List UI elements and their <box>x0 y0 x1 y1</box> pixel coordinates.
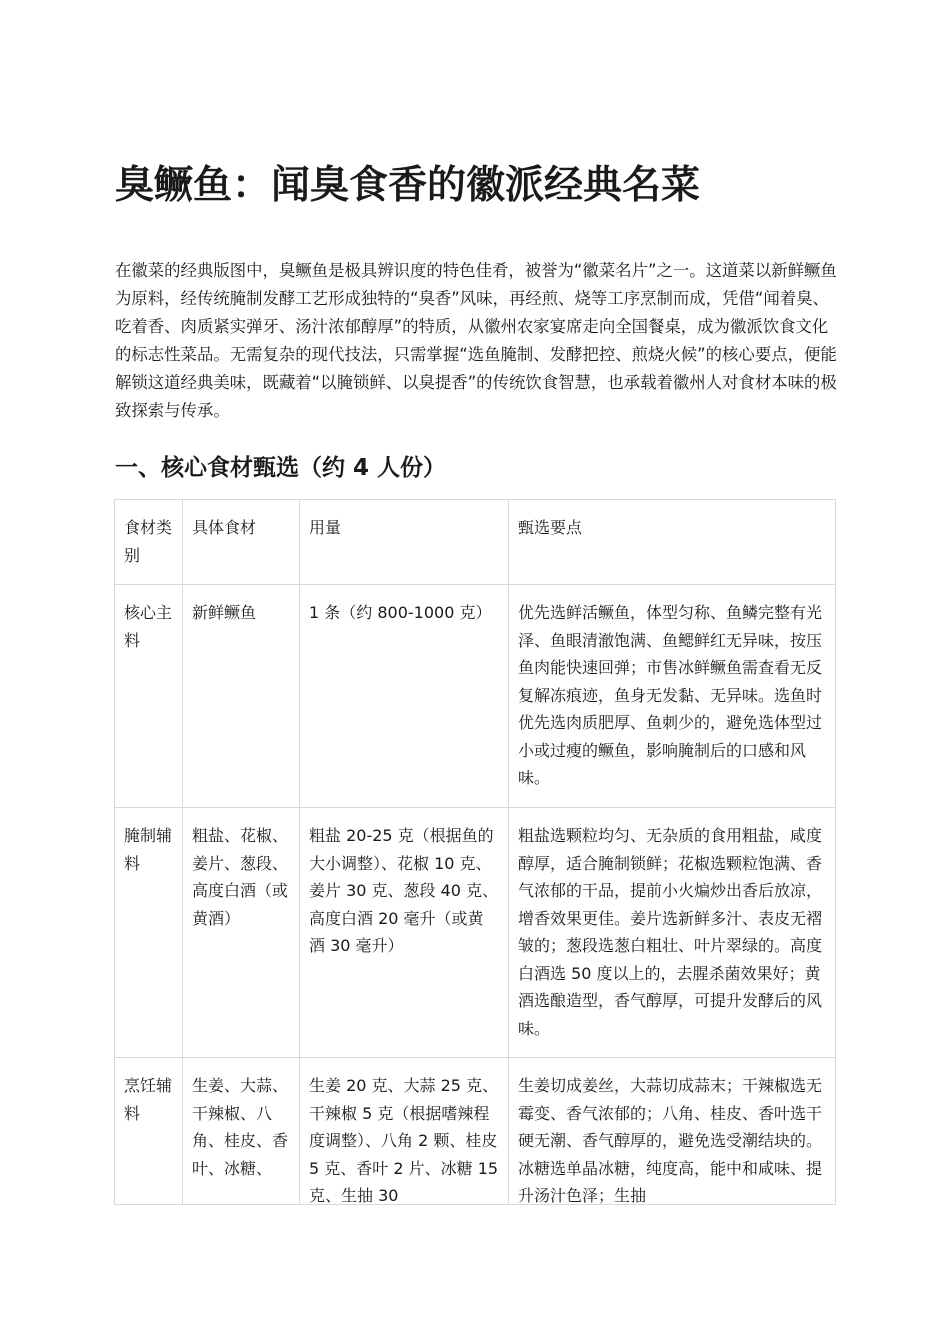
intro-paragraph: 在徽菜的经典版图中，臭鳜鱼是极具辨识度的特色佳肴，被誉为“徽菜名片”之一。这道菜以新鲜鳜鱼为原料，经传统腌制发酵工艺形成独特的“臭香”风味，再经煎、烧等工序烹制而成，凭借“闻着臭、吃着香、肉质紧实弹牙、汤汁浓郁醇厚”的特质，从徽州农家宴席走向全国餐桌，成为徽派饮食文化的标志性菜品。无需复杂的现代技法，只需掌握“选鱼腌制、发酵把控、煎烧火候”的核心要点，便能解锁这道经典美味，既藏着“以腌锁鲜、以臭提香”的传统饮食智慧，也承载着徽州人对食材本味的极致探索与传承。 <box>115 261 837 420</box>
table-row <box>115 585 836 808</box>
page-title: 臭鳜鱼：闻臭食香的徽派经典名菜 <box>115 163 701 208</box>
cell-category: 核心主料 <box>115 585 183 808</box>
cell-amount: 生姜 20 克、大蒜 25 克、干辣椒 5 克（根据嗜辣程度调整）、八角 2 颗、桂皮 5 克、香叶 2 片、冰糖 15 克、生抽 30 <box>300 1058 509 1206</box>
cell-category: 烹饪辅料 <box>115 1058 183 1206</box>
cell-tips: 优先选鲜活鳜鱼，体型匀称、鱼鳞完整有光泽、鱼眼清澈饱满、鱼鳃鲜红无异味，按压鱼肉能快速回弹；市售冰鲜鳜鱼需查看无反复解冻痕迹，鱼身无发黏、无异味。选鱼时优先选肉质肥厚、鱼刺少的，避免选体型过小或过瘦的鳜鱼，影响腌制后的口感和风味。 <box>509 585 836 808</box>
header-tips: 甄选要点 <box>509 500 836 585</box>
ingredients-table <box>114 499 836 1205</box>
cell-amount: 粗盐 20-25 克（根据鱼的大小调整）、花椒 10 克、姜片 30 克、葱段 40 克、高度白酒 20 毫升（或黄酒 30 毫升） <box>300 808 509 1058</box>
table-row <box>115 808 836 1058</box>
table-row <box>115 1058 836 1206</box>
cell-item: 粗盐、花椒、姜片、葱段、高度白酒（或黄酒） <box>183 808 300 1058</box>
header-item: 具体食材 <box>183 500 300 585</box>
cell-amount: 1 条（约 800-1000 克） <box>300 585 509 808</box>
cell-category: 腌制辅料 <box>115 808 183 1058</box>
table-header-row <box>115 500 836 585</box>
cell-tips: 粗盐选颗粒均匀、无杂质的食用粗盐，咸度醇厚，适合腌制锁鲜；花椒选颗粒饱满、香气浓郁的干品，提前小火煸炒出香后放凉，增香效果更佳。姜片选新鲜多汁、表皮无褶皱的；葱段选葱白粗壮、叶片翠绿的。高度白酒选 50 度以上的，去腥杀菌效果好；黄酒选酿造型，香气醇厚，可提升发酵后的风味。 <box>509 808 836 1058</box>
ingredients-table-container <box>114 499 836 1205</box>
cell-tips: 生姜切成姜丝，大蒜切成蒜末；干辣椒选无霉变、香气浓郁的；八角、桂皮、香叶选干硬无潮、香气醇厚的，避免选受潮结块的。冰糖选单晶冰糖，纯度高，能中和咸味、提升汤汁色泽；生抽 <box>509 1058 836 1206</box>
section-heading: 一、核心食材甄选（约 4 人份） <box>115 455 447 481</box>
header-category: 食材类别 <box>115 500 183 585</box>
cell-item: 生姜、大蒜、干辣椒、八角、桂皮、香叶、冰糖、 <box>183 1058 300 1206</box>
header-amount: 用量 <box>300 500 509 585</box>
cell-item: 新鲜鳜鱼 <box>183 585 300 808</box>
